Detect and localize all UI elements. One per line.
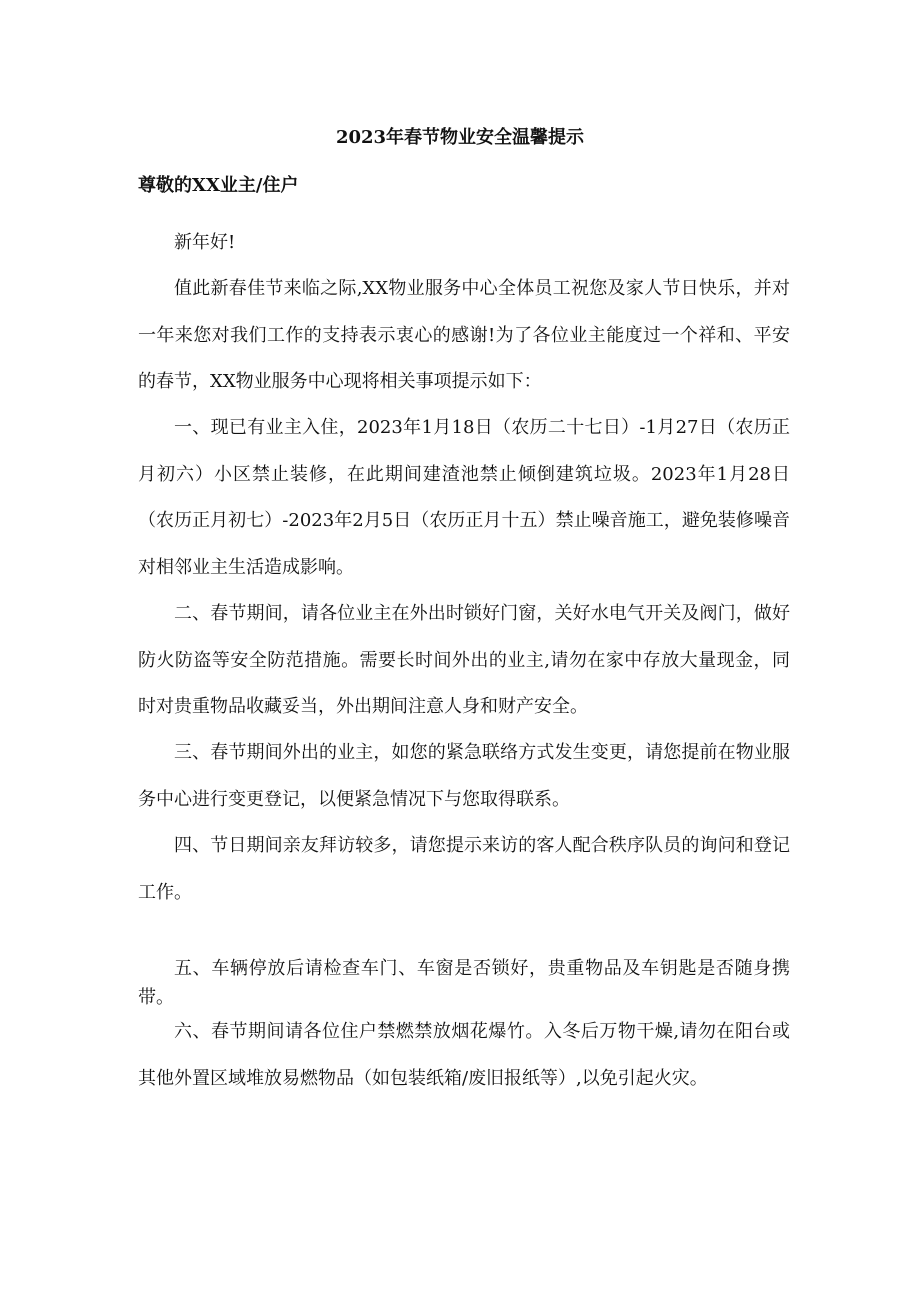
item-2: 二、春节期间，请各位业主在外出时锁好门窗，关好水电气开关及阀门，做好防火防盗等安全防范措施。需要长时间外出的业主,请勿在家中存放大量现金，同时对贵重物品收藏妥当，外出期间注意人身和财产安全。: [138, 603, 790, 717]
item-3: 三、春节期间外出的业主，如您的紧急联络方式发生变更，请您提前在物业服务中心进行变更登记，以便紧急情况下与您取得联系。: [138, 742, 790, 810]
greeting: 新年好!: [174, 232, 236, 253]
item-1: 一、现已有业主入住，2023年1月18日（农历二十七日）-1月27日（农历正月初六）小区禁止装修，在此期间建渣池禁止倾倒建筑垃圾。2023年1月28日（农历正月初七）-2023年2月5日（农历正月十五）禁止噪音施工，避免装修噪音对相邻业主生活造成影响。: [138, 417, 790, 578]
item-6: 六、春节期间请各位住户禁燃禁放烟花爆竹。入冬后万物干燥,请勿在阳台或其他外置区域堆放易燃物品（如包装纸箱/废旧报纸等）,以免引起火灾。: [138, 1021, 790, 1089]
item-5: 五、车辆停放后请检查车门、车窗是否锁好，贵重物品及车钥匙是否随身携带。: [138, 958, 790, 1008]
salutation: 尊敬的XX业主/住户: [138, 175, 299, 196]
item-4: 四、节日期间亲友拜访较多，请您提示来访的客人配合秩序队员的询问和登记工作。: [138, 835, 790, 903]
intro-paragraph: 值此新春佳节来临之际,XX物业服务中心全体员工祝您及家人节日快乐，并对一年来您对我们工作的支持表示衷心的感谢!为了各位业主能度过一个祥和、平安的春节，XX物业服务中心现将相关事项提示如下：: [138, 278, 790, 392]
document-title: 2023年春节物业安全温馨提示: [335, 127, 585, 148]
